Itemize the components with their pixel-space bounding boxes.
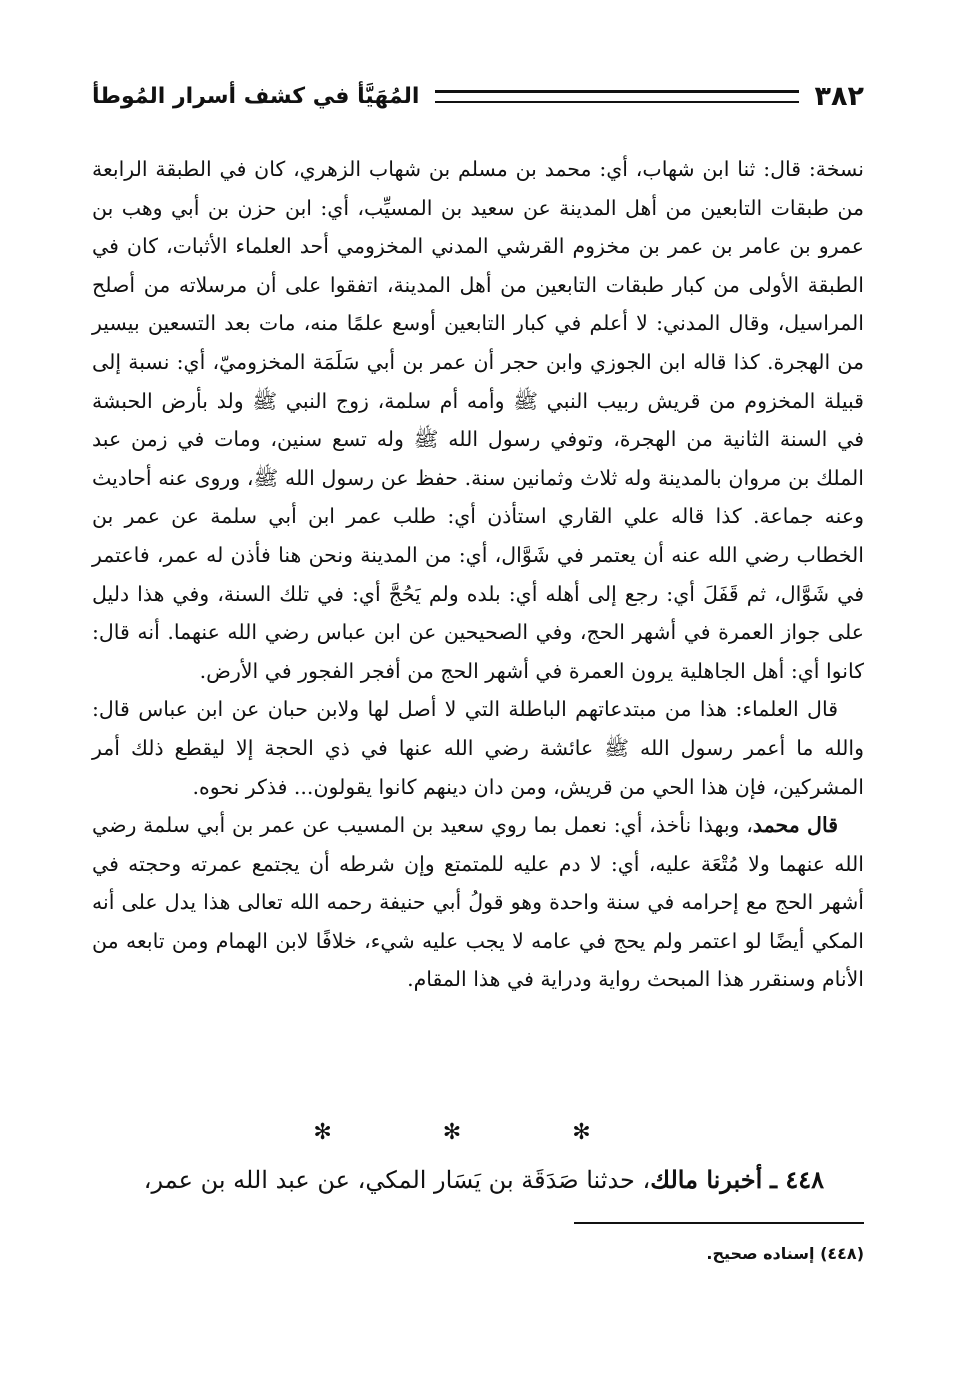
paragraph-3 (92, 806, 864, 999)
main-text (92, 150, 864, 999)
paragraph-3-text: ، وبهذا نأخذ، أي: نعمل بما روي سعيد بن المسيب عن عمر بن أبي سلمة رضي الله عنهما ولا مُتْعَة عليه، أي: لا دم عليه للمتمتع وإن شرطه أن يجتمع عمرته وحجته في أشهر الحج مع إحرامه في سنة واحدة وهو قولُ أبي حنيفة رحمه الله تعالى هذا يدل على أنه المكي أيضًا لو اعتمر ولم يحج في عامه لا يجب عليه شيء، خلافًا لابن الهمام ومن تابعه من الأنام وسنقرر هذا المبحث رواية ودراية في هذا المقام. (92, 813, 864, 992)
section-separator: ✻ ✻ ✻ (313, 1120, 643, 1145)
page-number: ٣٨٢ (814, 80, 864, 112)
header-rule (435, 90, 798, 103)
paragraph-1: نسخة: قال: ثنا ابن شهاب، أي: محمد بن مسلم بن شهاب الزهري، كان في الطبقة الرابعة من طبقات التابعين من أهل المدينة عن سعيد بن المسيِّب، أي: ابن حزن بن أبي وهب بن عمرو بن عامر بن عمر بن مخزوم القرشي المدني المخزومي أحد العلماء الأثبات، كان في الطبقة الأولى من كبار طبقات التابعين من أهل المدينة، اتفقوا على أن مرسلاته من أصلح المراسيل، وقال المدني: لا أعلم في كبار التابعين أوسع علمًا منه، مات بعد التسعين بيسير من الهجرة. كذا قاله ابن الجوزي وابن حجر أن عمر بن أبي سَلَمَة المخزوميّ، أي: نسبة إلى قبيلة المخزوم من قريش ربيب النبي ﷺ وأمه أم سلمة، زوج النبي ﷺ ولد بأرض الحبشة في السنة الثانية من الهجرة، وتوفي رسول الله ﷺ وله تسع سنين، ومات في زمن عبد الملك بن مروان بالمدينة وله ثلاث وثمانين سنة. حفظ عن رسول الله ﷺ، وروى عنه أحاديث وعنه جماعة. كذا قاله علي القاري استأذن أي: طلب عمر ابن أبي سلمة عن عمر بن الخطاب رضي الله عنه أن يعتمر في شَوَّال، أي: من المدينة ونحن هنا فأذن له عمر، فاعتمر في شَوَّال، ثم قَفَلَ أي: رجع إلى أهله أي: بلده ولم يَحُجَّ أي: في تلك السنة، وفي هذا دليل على جواز العمرة في أشهر الحج، وفي الصحيحين عن ابن عباس رضي الله عنهما. أنه قال: كانوا أي: أهل الجاهلية يرون العمرة في أشهر الحج من أفجر الفجور في الأرض. (92, 157, 864, 683)
book-title: المُهَيَّأ في كشف أسرار المُوطأ (92, 83, 420, 109)
hadith-entry (92, 1160, 864, 1200)
page-header (92, 78, 864, 114)
hadith-number: ٤٤٨ ـ (769, 1165, 824, 1194)
paragraph-2: قال العلماء: هذا من مبتدعاتهم الباطلة التي لا أصل لها ولابن حبان عن ابن عباس قال: والله ما أعمر رسول الله ﷺ عائشة رضي الله عنها في ذي الحجة إلا ليقطع ذلك أمر المشركين، فإن هذا الحي من قريش، ومن دان دينهم كانوا يقولون... فذكر نحوه. (92, 697, 864, 799)
hadith-lead: أخبرنا مالك (650, 1165, 763, 1194)
paragraph-3-lead: قال محمد (752, 813, 838, 838)
footnote: (٤٤٨) إسناده صحيح. (706, 1244, 864, 1263)
hadith-text: ، حدثنا صَدَقَة بن يَسَار المكي، عن عبد الله بن عمر، (143, 1166, 651, 1194)
footnote-rule (574, 1222, 864, 1224)
